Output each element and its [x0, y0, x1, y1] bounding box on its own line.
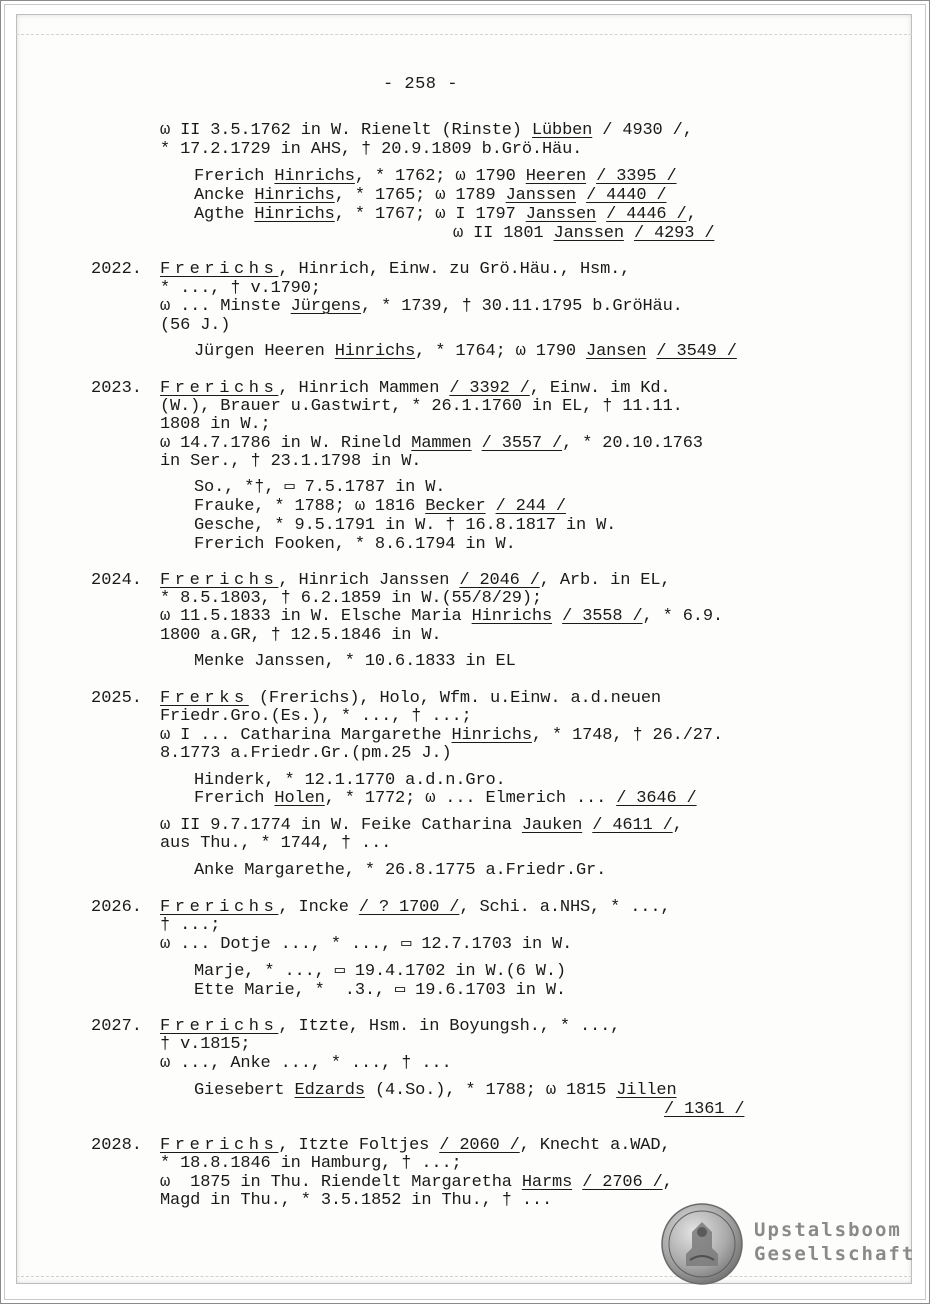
- child-line: Ette Marie, * .3., ▭ 19.6.1703 in W.: [194, 981, 566, 1000]
- page-edge-bottom: [16, 1276, 912, 1277]
- child-line: / 1361 /: [664, 1100, 745, 1119]
- text-line: Frerichs, Hinrich Mammen / 3392 /, Einw. im Kd.: [160, 379, 671, 398]
- text-line: ω ..., Anke ..., * ..., † ...: [160, 1054, 452, 1073]
- entry-number: 2027.: [91, 1017, 143, 1036]
- entry-number: 2022.: [91, 260, 143, 279]
- entry-number: 2028.: [91, 1136, 143, 1155]
- child-line: Giesebert Edzards (4.So.), * 1788; ω 1815 Jillen: [194, 1081, 677, 1100]
- text-line: Frerichs, Hinrich, Einw. zu Grö.Häu., Hsm.,: [160, 260, 631, 279]
- text-line: Frerichs, Incke / ? 1700 /, Schi. a.NHS, * ...,: [160, 898, 671, 917]
- child-line: Menke Janssen, * 10.6.1833 in EL: [194, 652, 516, 671]
- child-line: Agthe Hinrichs, * 1767; ω I 1797 Janssen / 4446 /,: [194, 205, 697, 224]
- text-line: 1808 in W.;: [160, 415, 271, 434]
- text-line: ω II 3.5.1762 in W. Rienelt (Rinste) Lübben / 4930 /,: [160, 121, 693, 140]
- text-line: ω ... Dotje ..., * ..., ▭ 12.7.1703 in W.: [160, 935, 573, 954]
- text-line: Magd in Thu., * 3.5.1852 in Thu., † ...: [160, 1191, 553, 1210]
- child-line: So., *†, ▭ 7.5.1787 in W.: [194, 478, 446, 497]
- text-line: ω 14.7.1786 in W. Rineld Mammen / 3557 /, * 20.10.1763: [160, 434, 703, 453]
- brand-name-line1: Upstalsboom: [754, 1219, 902, 1241]
- text-line: † v.1815;: [160, 1035, 251, 1054]
- text-line: Friedr.Gro.(Es.), * ..., † ...;: [160, 707, 472, 726]
- child-line: Frerich Hinrichs, * 1762; ω 1790 Heeren / 3395 /: [194, 167, 677, 186]
- text-line: ω II 9.7.1774 in W. Feike Catharina Jauken / 4611 /,: [160, 816, 683, 835]
- child-line: Frauke, * 1788; ω 1816 Becker / 244 /: [194, 497, 566, 516]
- text-line: ω ... Minste Jürgens, * 1739, † 30.11.1795 b.GröHäu.: [160, 297, 683, 316]
- text-line: aus Thu., * 1744, † ...: [160, 834, 392, 853]
- text-line: * 18.8.1846 in Hamburg, † ...;: [160, 1154, 462, 1173]
- child-line: Frerich Holen, * 1772; ω ... Elmerich ... / 3646 /: [194, 789, 697, 808]
- text-line: in Ser., † 23.1.1798 in W.: [160, 452, 422, 471]
- seal-icon: [660, 1202, 744, 1286]
- text-line: Frerks (Frerichs), Holo, Wfm. u.Einw. a.d.neuen: [160, 689, 661, 708]
- child-line: Marje, * ..., ▭ 19.4.1702 in W.(6 W.): [194, 962, 566, 981]
- text-line: Frerichs, Itzte Foltjes / 2060 /, Knecht a.WAD,: [160, 1136, 671, 1155]
- child-line: Anke Margarethe, * 26.8.1775 a.Friedr.Gr.: [194, 861, 607, 880]
- entry-number: 2025.: [91, 689, 143, 708]
- text-line: Frerichs, Itzte, Hsm. in Boyungsh., * ...,: [160, 1017, 621, 1036]
- child-line: Jürgen Heeren Hinrichs, * 1764; ω 1790 Jansen / 3549 /: [194, 342, 737, 361]
- entry-number: 2026.: [91, 898, 143, 917]
- child-line: ω II 1801 Janssen / 4293 /: [453, 224, 715, 243]
- child-line: Hinderk, * 12.1.1770 a.d.n.Gro.: [194, 771, 506, 790]
- child-line: Frerich Fooken, * 8.6.1794 in W.: [194, 535, 516, 554]
- text-line: 1800 a.GR, † 12.5.1846 in W.: [160, 626, 442, 645]
- text-line: ω 1875 in Thu. Riendelt Margaretha Harms / 2706 /,: [160, 1173, 673, 1192]
- text-line: ω I ... Catharina Margarethe Hinrichs, * 1748, † 26./27.: [160, 726, 723, 745]
- entry-number: 2024.: [91, 571, 143, 590]
- text-line: * 17.2.1729 in AHS, † 20.9.1809 b.Grö.Häu.: [160, 140, 583, 159]
- text-line: † ...;: [160, 916, 221, 935]
- text-line: ω 11.5.1833 in W. Elsche Maria Hinrichs / 3558 /, * 6.9.: [160, 607, 723, 626]
- entry-number: 2023.: [91, 379, 143, 398]
- text-line: 8.1773 a.Friedr.Gr.(pm.25 J.): [160, 744, 452, 763]
- child-line: Gesche, * 9.5.1791 in W. † 16.8.1817 in W.: [194, 516, 617, 535]
- text-line: (W.), Brauer u.Gastwirt, * 26.1.1760 in EL, † 11.11.: [160, 397, 683, 416]
- text-line: (56 J.): [160, 316, 231, 335]
- brand-name-line2: Gesellschaft: [754, 1243, 916, 1265]
- page-edge-top: [16, 34, 912, 35]
- child-line: Ancke Hinrichs, * 1765; ω 1789 Janssen / 4440 /: [194, 186, 667, 205]
- text-line: Frerichs, Hinrich Janssen / 2046 /, Arb. in EL,: [160, 571, 671, 590]
- page-number: - 258 -: [383, 75, 458, 94]
- text-line: * 8.5.1803, † 6.2.1859 in W.(55/8/29);: [160, 589, 542, 608]
- text-line: * ..., † v.1790;: [160, 279, 321, 298]
